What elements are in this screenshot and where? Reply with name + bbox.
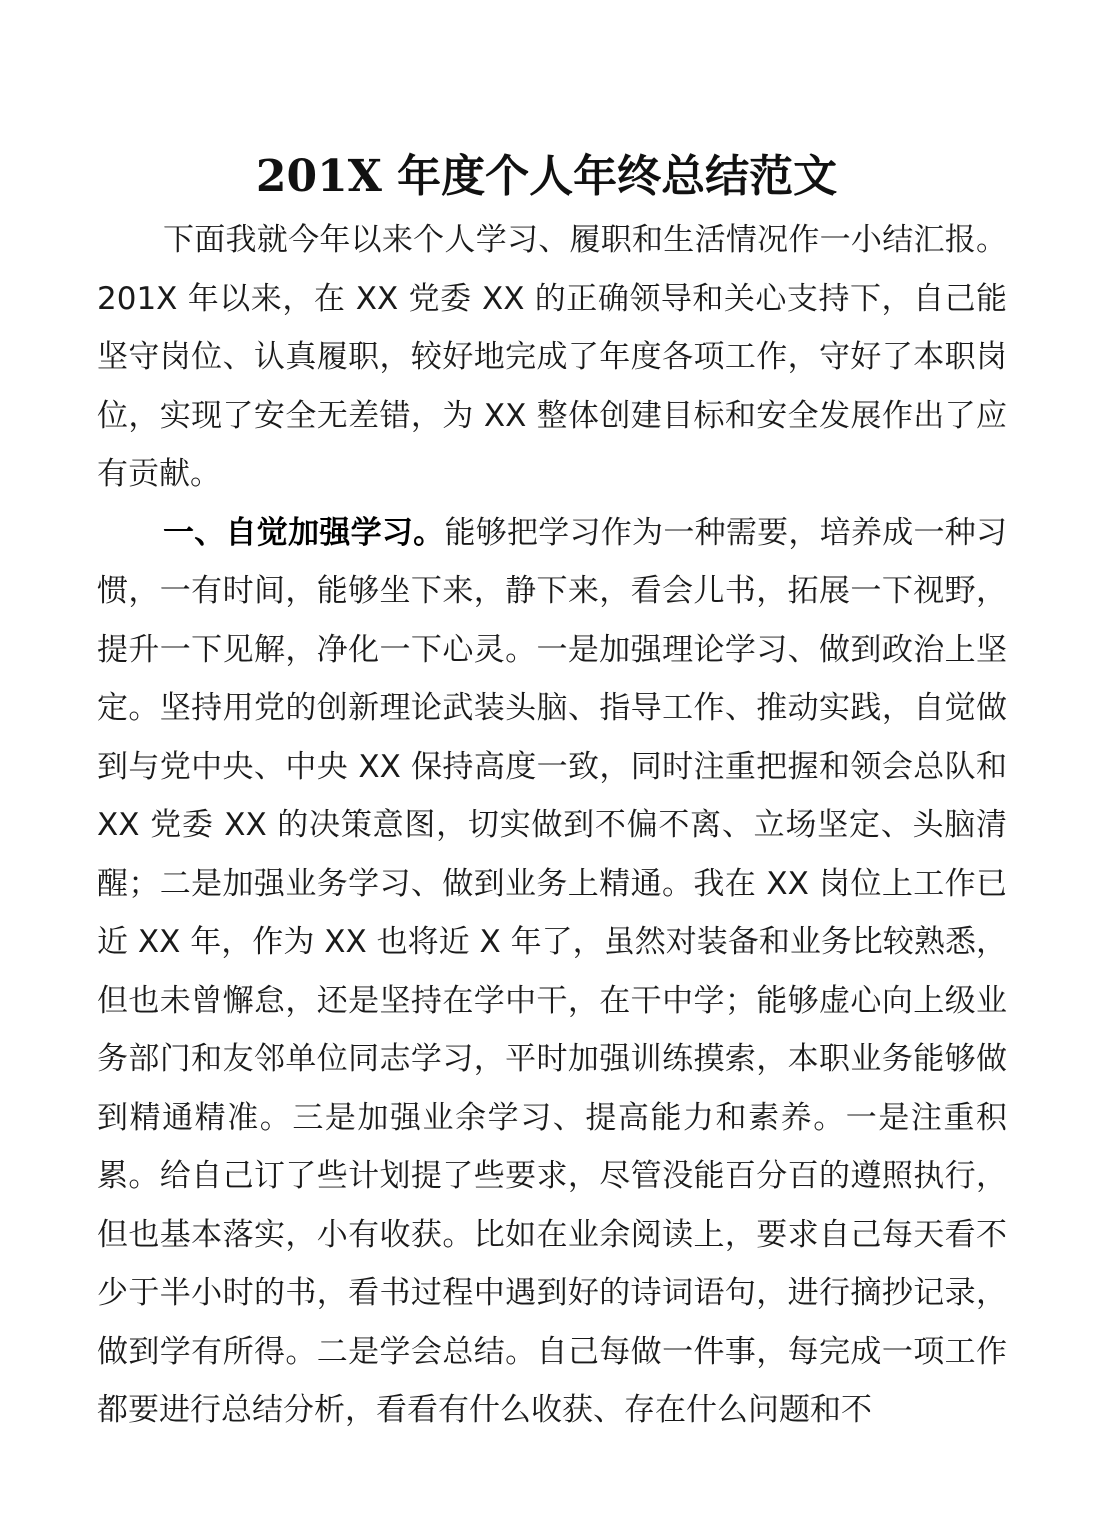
section-1-heading: 一、自觉加强学习。 <box>163 514 445 551</box>
document-body <box>97 211 1007 1440</box>
intro-paragraph: 下面我就今年以来个人学习、履职和生活情况作一小结汇报。201X 年以来，在 XX 党委 XX 的正确领导和关心支持下，自己能坚守岗位、认真履职，较好地完成了年度各项工作，守好了本职岗位，实现了安全无差错，为 XX 整体创建目标和安全发展作出了应有贡献。 <box>97 222 1007 492</box>
section-1-paragraph <box>97 504 1007 1440</box>
document-title: 201X 年度个人年终总结范文 <box>255 151 838 202</box>
section-1-body: 能够把学习作为一种需要，培养成一种习惯，一有时间，能够坐下来，静下来，看会儿书，拓展一下视野，提升一下见解，净化一下心灵。一是加强理论学习、做到政治上坚定。坚持用党的创新理论武装头脑、指导工作、推动实践，自觉做到与党中央、中央 XX 保持高度一致，同时注重把握和领会总队和 XX 党委 XX 的决策意图，切实做到不偏不离、立场坚定、头脑清醒；二是加强业务学习、做到业务上精通。我在 XX 岗位上工作已近 XX 年，作为 XX 也将近 X 年了，虽然对装备和业务比较熟悉，但也未曾懈怠，还是坚持在学中干，在干中学；能够虚心向上级业务部门和友邻单位同志学习，平时加强训练摸索，本职业务能够做到精通精准。三是加强业余学习、提高能力和素养。一是注重积累。给自己订了些计划提了些要求，尽管没能百分百的遵照执行，但也基本落实，小有收获。比如在业余阅读上，要求自己每天看不少于半小时的书，看书过程中遇到好的诗词语句，进行摘抄记录，做到学有所得。二是学会总结。自己每做一件事，每完成一项工作都要进行总结分析，看看有什么收获、存在什么问题和不 <box>97 514 1008 1428</box>
